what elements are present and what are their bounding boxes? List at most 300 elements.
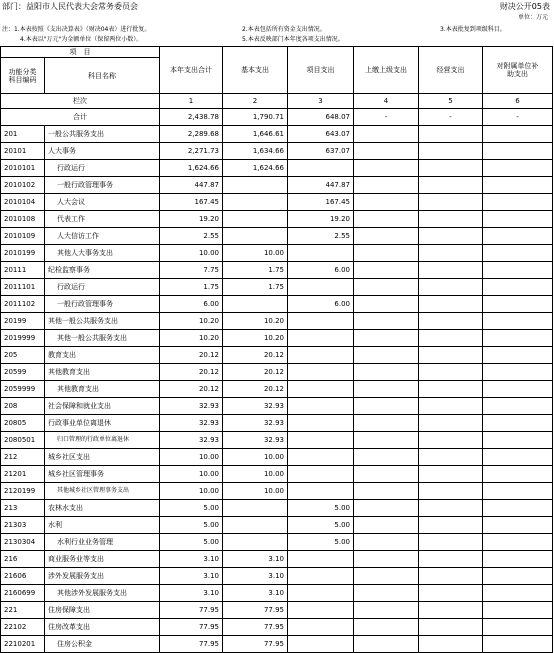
header-total: 本年支出合计 xyxy=(160,47,223,94)
row-project: 637.07 xyxy=(288,143,354,160)
row-project xyxy=(288,347,354,364)
table-row xyxy=(1,143,553,160)
row-sub-unit xyxy=(483,466,553,483)
row-sub-unit xyxy=(483,602,553,619)
row-code: 20199 xyxy=(1,313,45,330)
row-sub-unit xyxy=(483,415,553,432)
row-total: 10.20 xyxy=(160,330,223,347)
row-code: 2010109 xyxy=(1,228,45,245)
row-business xyxy=(419,160,483,177)
row-total: 10.20 xyxy=(160,313,223,330)
row-code: 2010102 xyxy=(1,177,45,194)
row-code: 216 xyxy=(1,551,45,568)
total-label: 合计 xyxy=(1,109,160,126)
table-code: 财决公开05表 xyxy=(499,2,550,11)
row-total: 32.93 xyxy=(160,432,223,449)
row-upper xyxy=(354,194,419,211)
row-business xyxy=(419,262,483,279)
row-business xyxy=(419,398,483,415)
row-project xyxy=(288,330,354,347)
table-row xyxy=(1,619,553,636)
row-upper xyxy=(354,313,419,330)
row-code: 20805 xyxy=(1,415,45,432)
row-code: 21303 xyxy=(1,517,45,534)
row-project: 19.20 xyxy=(288,211,354,228)
row-name: 教育支出 xyxy=(45,347,160,364)
table-row xyxy=(1,483,553,500)
table-row xyxy=(1,296,553,313)
row-basic: 20.12 xyxy=(223,364,288,381)
row-business xyxy=(419,330,483,347)
row-code: 20111 xyxy=(1,262,45,279)
row-code: 205 xyxy=(1,347,45,364)
row-name: 其他教育支出 xyxy=(45,364,160,381)
row-sub-unit xyxy=(483,177,553,194)
row-code: 208 xyxy=(1,398,45,415)
row-total: 20.12 xyxy=(160,364,223,381)
row-business xyxy=(419,585,483,602)
row-basic: 1,634.66 xyxy=(223,143,288,160)
row-name: 其他一般公共服务支出 xyxy=(45,313,160,330)
row-project: 167.45 xyxy=(288,194,354,211)
row-upper xyxy=(354,483,419,500)
header-sub-unit-line1: 对附属单位补 xyxy=(496,62,539,70)
header-subject-name: 科目名称 xyxy=(45,58,160,94)
row-total: 1,624.66 xyxy=(160,160,223,177)
row-business xyxy=(419,551,483,568)
row-basic xyxy=(223,534,288,551)
row-code: 2011101 xyxy=(1,279,45,296)
row-code: 201 xyxy=(1,126,45,143)
row-business xyxy=(419,279,483,296)
total-upper: - xyxy=(354,109,419,126)
row-total: 6.00 xyxy=(160,296,223,313)
row-name: 住房保障支出 xyxy=(45,602,160,619)
row-business xyxy=(419,143,483,160)
row-upper xyxy=(354,262,419,279)
row-code: 2210201 xyxy=(1,636,45,653)
row-basic: 10.00 xyxy=(223,466,288,483)
row-name: 一般行政管理事务 xyxy=(45,296,160,313)
row-name: 一般行政管理事务 xyxy=(45,177,160,194)
row-sub-unit xyxy=(483,619,553,636)
row-project xyxy=(288,619,354,636)
row-business xyxy=(419,619,483,636)
note-2: 2.本表包括所有资金支出情况。 xyxy=(242,26,326,33)
table-row xyxy=(1,398,553,415)
row-project xyxy=(288,279,354,296)
row-upper xyxy=(354,619,419,636)
row-project xyxy=(288,636,354,653)
row-sub-unit xyxy=(483,126,553,143)
row-total: 10.00 xyxy=(160,483,223,500)
row-name: 行政运行 xyxy=(45,160,160,177)
row-name: 城乡社区支出 xyxy=(45,449,160,466)
row-name: 城乡社区管理事务 xyxy=(45,466,160,483)
row-total: 2.55 xyxy=(160,228,223,245)
row-business xyxy=(419,517,483,534)
row-name: 水利行业业务管理 xyxy=(45,534,160,551)
row-upper xyxy=(354,585,419,602)
row-sub-unit xyxy=(483,245,553,262)
row-total: 10.00 xyxy=(160,449,223,466)
row-project xyxy=(288,432,354,449)
row-basic: 10.20 xyxy=(223,313,288,330)
row-upper xyxy=(354,602,419,619)
row-code: 22102 xyxy=(1,619,45,636)
row-sub-unit xyxy=(483,551,553,568)
row-total: 447.87 xyxy=(160,177,223,194)
table-row xyxy=(1,585,553,602)
row-sub-unit xyxy=(483,517,553,534)
unit-label: 单位：万元 xyxy=(517,14,548,21)
row-total: 5.00 xyxy=(160,517,223,534)
row-total: 32.93 xyxy=(160,415,223,432)
row-basic: 10.00 xyxy=(223,483,288,500)
row-basic: 77.95 xyxy=(223,619,288,636)
row-basic xyxy=(223,194,288,211)
table-row xyxy=(1,568,553,585)
total-sub-unit: - xyxy=(483,109,553,126)
row-sub-unit xyxy=(483,636,553,653)
row-basic: 32.93 xyxy=(223,398,288,415)
row-upper xyxy=(354,245,419,262)
row-project xyxy=(288,160,354,177)
row-upper xyxy=(354,211,419,228)
expenditure-table xyxy=(0,46,553,653)
row-project xyxy=(288,551,354,568)
row-total: 1.75 xyxy=(160,279,223,296)
row-total: 3.10 xyxy=(160,568,223,585)
row-basic: 1.75 xyxy=(223,279,288,296)
row-total: 2,271.73 xyxy=(160,143,223,160)
row-basic: 1,646.61 xyxy=(223,126,288,143)
row-total: 77.95 xyxy=(160,602,223,619)
header-func-code-line1: 功能分类 xyxy=(8,67,37,76)
row-sub-unit xyxy=(483,500,553,517)
row-sub-unit xyxy=(483,296,553,313)
row-code: 2010199 xyxy=(1,245,45,262)
col-num-2: 2 xyxy=(223,94,288,109)
row-business xyxy=(419,466,483,483)
row-basic: 20.12 xyxy=(223,381,288,398)
row-sub-unit xyxy=(483,160,553,177)
header-row-1 xyxy=(1,47,553,58)
col-num-3: 3 xyxy=(288,94,354,109)
row-upper xyxy=(354,347,419,364)
row-code: 221 xyxy=(1,602,45,619)
row-project xyxy=(288,568,354,585)
row-upper xyxy=(354,126,419,143)
table-row xyxy=(1,449,553,466)
row-name: 其他涉外发展服务支出 xyxy=(45,585,160,602)
row-business xyxy=(419,296,483,313)
row-business xyxy=(419,415,483,432)
table-row xyxy=(1,636,553,653)
note-3: 3.本表批复到项级科目。 xyxy=(440,26,506,33)
row-name: 住房改革支出 xyxy=(45,619,160,636)
header-project-exp: 项目支出 xyxy=(288,47,354,94)
row-project xyxy=(288,415,354,432)
row-basic xyxy=(223,177,288,194)
row-project: 2.55 xyxy=(288,228,354,245)
header-func-code-line2: 科目编码 xyxy=(8,75,37,84)
row-name: 行政事业单位离退休 xyxy=(45,415,160,432)
table-row xyxy=(1,517,553,534)
row-code: 2120199 xyxy=(1,483,45,500)
row-upper xyxy=(354,160,419,177)
row-basic xyxy=(223,296,288,313)
row-business xyxy=(419,500,483,517)
row-upper xyxy=(354,364,419,381)
header-basic: 基本支出 xyxy=(223,47,288,94)
table-row xyxy=(1,194,553,211)
row-basic: 1.75 xyxy=(223,262,288,279)
row-business xyxy=(419,126,483,143)
table-body xyxy=(1,47,553,653)
row-basic xyxy=(223,517,288,534)
row-basic xyxy=(223,228,288,245)
row-basic: 3.10 xyxy=(223,551,288,568)
row-sub-unit xyxy=(483,313,553,330)
row-sub-unit xyxy=(483,143,553,160)
row-project xyxy=(288,449,354,466)
table-row xyxy=(1,126,553,143)
row-upper xyxy=(354,279,419,296)
row-sub-unit xyxy=(483,449,553,466)
table-row xyxy=(1,534,553,551)
row-basic: 10.20 xyxy=(223,330,288,347)
row-business xyxy=(419,483,483,500)
row-sub-unit xyxy=(483,432,553,449)
row-upper xyxy=(354,415,419,432)
row-code: 212 xyxy=(1,449,45,466)
row-sub-unit xyxy=(483,228,553,245)
row-basic: 3.10 xyxy=(223,585,288,602)
row-total: 5.00 xyxy=(160,534,223,551)
table-row xyxy=(1,279,553,296)
row-basic: 32.93 xyxy=(223,432,288,449)
row-business xyxy=(419,364,483,381)
row-business xyxy=(419,534,483,551)
row-project xyxy=(288,398,354,415)
row-name: 其他一般公共服务支出 xyxy=(45,330,160,347)
row-code: 2010108 xyxy=(1,211,45,228)
row-business xyxy=(419,194,483,211)
col-num-4: 4 xyxy=(354,94,419,109)
row-project: 6.00 xyxy=(288,296,354,313)
row-upper xyxy=(354,381,419,398)
note-5: 5.本表反映部门本年度各项支出情况。 xyxy=(242,36,344,43)
note-1: 注：1.本表按照《支出决算表》（财决04表）进行批复。 xyxy=(2,26,151,33)
header-business: 经营支出 xyxy=(419,47,483,94)
row-total: 77.95 xyxy=(160,619,223,636)
table-row xyxy=(1,330,553,347)
row-basic xyxy=(223,211,288,228)
table-row xyxy=(1,177,553,194)
row-total: 19.20 xyxy=(160,211,223,228)
row-upper xyxy=(354,143,419,160)
row-business xyxy=(419,347,483,364)
row-total: 10.00 xyxy=(160,245,223,262)
table-row xyxy=(1,551,553,568)
row-basic: 20.12 xyxy=(223,347,288,364)
row-sub-unit xyxy=(483,279,553,296)
row-project xyxy=(288,381,354,398)
row-total: 5.00 xyxy=(160,500,223,517)
row-name: 其他城乡社区管理事务支出 xyxy=(45,483,160,500)
row-total: 77.95 xyxy=(160,636,223,653)
row-name: 其他教育支出 xyxy=(45,381,160,398)
header-sub-unit xyxy=(483,47,553,94)
row-basic: 77.95 xyxy=(223,602,288,619)
row-code: 2130304 xyxy=(1,534,45,551)
row-upper xyxy=(354,330,419,347)
total-business: - xyxy=(419,109,483,126)
row-name: 行政运行 xyxy=(45,279,160,296)
col-num-1: 1 xyxy=(160,94,223,109)
row-sub-unit xyxy=(483,585,553,602)
row-project: 5.00 xyxy=(288,534,354,551)
row-total: 2,289.68 xyxy=(160,126,223,143)
table-row xyxy=(1,313,553,330)
row-business xyxy=(419,568,483,585)
row-business xyxy=(419,602,483,619)
row-sub-unit xyxy=(483,262,553,279)
row-project: 6.00 xyxy=(288,262,354,279)
row-basic: 32.93 xyxy=(223,415,288,432)
row-upper xyxy=(354,466,419,483)
row-name: 归口管理的行政单位离退休 xyxy=(45,432,160,449)
row-upper xyxy=(354,177,419,194)
row-total: 32.93 xyxy=(160,398,223,415)
row-project xyxy=(288,245,354,262)
row-name: 社会保障和就业支出 xyxy=(45,398,160,415)
row-sub-unit xyxy=(483,483,553,500)
row-name: 代表工作 xyxy=(45,211,160,228)
table-row xyxy=(1,245,553,262)
row-upper xyxy=(354,228,419,245)
row-name: 商业服务业等支出 xyxy=(45,551,160,568)
row-code: 2059999 xyxy=(1,381,45,398)
row-name: 住房公积金 xyxy=(45,636,160,653)
header-sub-unit-line2: 助支出 xyxy=(507,70,528,78)
row-sub-unit xyxy=(483,194,553,211)
row-code: 2011102 xyxy=(1,296,45,313)
row-name: 人大事务 xyxy=(45,143,160,160)
row-code: 2160699 xyxy=(1,585,45,602)
table-row xyxy=(1,160,553,177)
table-row xyxy=(1,602,553,619)
row-sub-unit xyxy=(483,381,553,398)
row-sub-unit xyxy=(483,568,553,585)
col-num-5: 5 xyxy=(419,94,483,109)
row-code: 20101 xyxy=(1,143,45,160)
row-project xyxy=(288,364,354,381)
row-name: 纪检监察事务 xyxy=(45,262,160,279)
row-business xyxy=(419,228,483,245)
row-project: 5.00 xyxy=(288,517,354,534)
unit-title: 部门：益阳市人民代表大会常务委员会 xyxy=(2,2,138,11)
table-row xyxy=(1,432,553,449)
total-sum: 2,438.78 xyxy=(160,109,223,126)
row-name: 水利 xyxy=(45,517,160,534)
table-row xyxy=(1,466,553,483)
row-total: 7.75 xyxy=(160,262,223,279)
header-rowtag: 栏次 xyxy=(1,94,160,109)
total-basic: 1,790.71 xyxy=(223,109,288,126)
row-project xyxy=(288,483,354,500)
row-upper xyxy=(354,500,419,517)
row-business xyxy=(419,177,483,194)
row-upper xyxy=(354,568,419,585)
row-business xyxy=(419,449,483,466)
row-name: 人大信访工作 xyxy=(45,228,160,245)
row-project: 447.87 xyxy=(288,177,354,194)
row-total: 10.00 xyxy=(160,466,223,483)
row-name: 其他人大事务支出 xyxy=(45,245,160,262)
table-row xyxy=(1,500,553,517)
row-code: 2010104 xyxy=(1,194,45,211)
table-row xyxy=(1,381,553,398)
row-project xyxy=(288,313,354,330)
note-4: 4.本表以"万元"为金额单位（保留两位小数）。 xyxy=(20,36,143,43)
row-business xyxy=(419,381,483,398)
header-upper: 上缴上级支出 xyxy=(354,47,419,94)
table-row xyxy=(1,364,553,381)
row-basic: 1,624.66 xyxy=(223,160,288,177)
header-row-numbers xyxy=(1,94,553,109)
row-business xyxy=(419,636,483,653)
header-func-code xyxy=(1,58,45,94)
row-sub-unit xyxy=(483,211,553,228)
table-row xyxy=(1,347,553,364)
row-upper xyxy=(354,449,419,466)
total-project: 648.07 xyxy=(288,109,354,126)
row-project xyxy=(288,466,354,483)
row-upper xyxy=(354,296,419,313)
row-code: 21606 xyxy=(1,568,45,585)
table-row xyxy=(1,211,553,228)
table-row xyxy=(1,228,553,245)
row-project: 5.00 xyxy=(288,500,354,517)
row-name: 人大会议 xyxy=(45,194,160,211)
row-total: 3.10 xyxy=(160,551,223,568)
row-basic xyxy=(223,500,288,517)
row-sub-unit xyxy=(483,398,553,415)
row-name: 农林水支出 xyxy=(45,500,160,517)
row-code: 2010101 xyxy=(1,160,45,177)
row-name: 涉外发展服务支出 xyxy=(45,568,160,585)
row-code: 20599 xyxy=(1,364,45,381)
row-project xyxy=(288,585,354,602)
row-upper xyxy=(354,432,419,449)
row-code: 21201 xyxy=(1,466,45,483)
row-basic: 3.10 xyxy=(223,568,288,585)
table-row xyxy=(1,415,553,432)
row-code: 2019999 xyxy=(1,330,45,347)
row-name: 一般公共服务支出 xyxy=(45,126,160,143)
row-total: 167.45 xyxy=(160,194,223,211)
col-num-6: 6 xyxy=(483,94,553,109)
row-sub-unit xyxy=(483,534,553,551)
total-row xyxy=(1,109,553,126)
row-sub-unit xyxy=(483,347,553,364)
row-sub-unit xyxy=(483,364,553,381)
row-code: 2080501 xyxy=(1,432,45,449)
row-sub-unit xyxy=(483,330,553,347)
row-upper xyxy=(354,551,419,568)
